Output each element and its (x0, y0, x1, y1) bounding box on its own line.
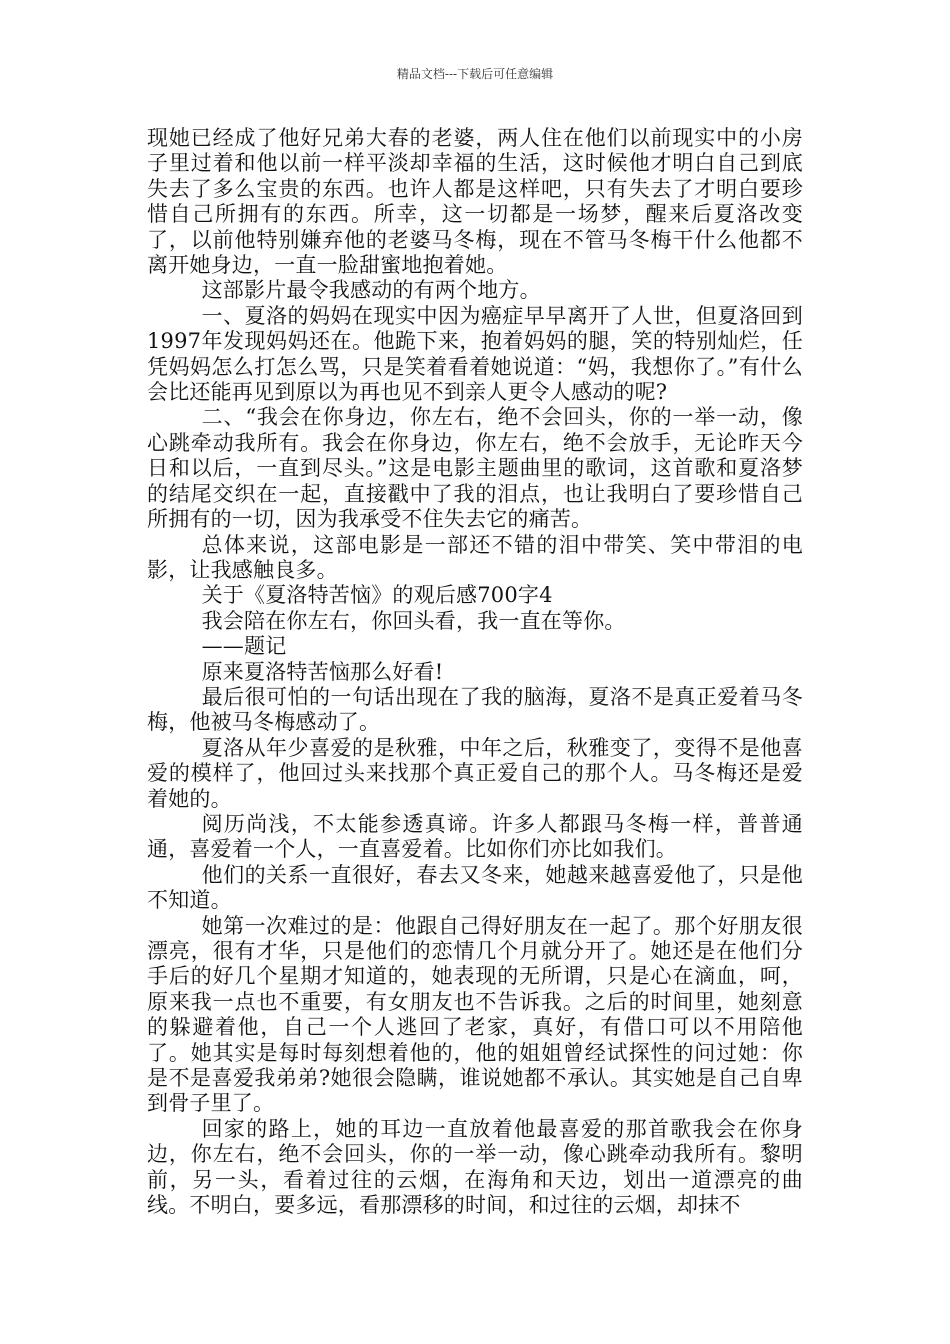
page-header: 精品文档---下载后可任意编辑 (396, 67, 554, 81)
paragraph: 总体来说，这部电影是一部还不错的泪中带笑、笑中带泪的电影，让我感触良多。 (147, 532, 803, 582)
section-title: 关于《夏洛特苦恼》的观后感700字4 (201, 583, 553, 608)
paragraph: 最后很可怕的一句话出现在了我的脑海，夏洛不是真正爱着马冬梅，他被马冬梅感动了。 (147, 684, 803, 735)
paragraph: 他们的关系一直很好，春去又冬来，她越来越喜爱他了，只是他不知道。 (147, 862, 803, 913)
paragraph: 夏洛从年少喜爱的是秋雅，中年之后，秋雅变了，变得不是他喜爱的模样了，他回过头来找那个真正爱自己的那个人。马冬梅还是爱着她的。 (147, 735, 803, 811)
paragraph: 二、“我会在你身边，你左右，绝不会回头，你的一举一动，像心跳牵动我所有。我会在你身边，你左右，绝不会放手，无论昨天今日和以后，一直到尽头。”这是电影主题曲里的歌词，这首歌和夏洛梦的结尾交织在一起，直接戳中了我的泪点，也让我明白了要珍惜自己所拥有的一切，因为我承受不住失去它的痛苦。 (147, 405, 803, 532)
epigraph-attribution: ——题记 (201, 634, 287, 659)
paragraph: 她第一次难过的是：他跟自己得好朋友在一起了。那个好朋友很漂亮，很有才华，只是他们的恋情几个月就分开了。她还是在他们分手后的好几个星期才知道的，她表现的无所谓，只是心在滴血，呵，原来我一点也不重要，有女朋友也不告诉我。之后的时间里，她刻意的躲避着他，自己一个人逃回了老家，真好，有借口可以不用陪他了。她其实是每时每刻想着他的，他的姐姐曾经试探性的问过她：你是不是喜爱我弟弟?她很会隐瞒，谁说她都不承认。其实她是自己自卑到骨子里了。 (147, 913, 803, 1116)
document-body (147, 126, 803, 1218)
paragraph: 原来夏洛特苦恼那么好看! (201, 659, 444, 684)
paragraph: 回家的路上，她的耳边一直放着他最喜爱的那首歌我会在你身边，你左右，绝不会回头，你的一举一动，像心跳牵动我所有。黎明前，另一头，看着过往的云烟，在海角和天边，划出一道漂亮的曲线。不明白，要多远，看那漂移的时间，和过往的云烟，却抹不 (147, 1116, 803, 1218)
epigraph: 我会陪在你左右，你回头看，我一直在等你。 (201, 608, 626, 633)
paragraph: 一、夏洛的妈妈在现实中因为癌症早早离开了人世，但夏洛回到1997年发现妈妈还在。他跪下来，抱着妈妈的腿，笑的特别灿烂，任凭妈妈怎么打怎么骂，只是笑着看着她说道：“妈，我想你了。”有什么会比还能再见到原以为再也见不到亲人更令人感动的呢? (147, 303, 803, 405)
paragraph: 这部影片最令我感动的有两个地方。 (201, 278, 541, 303)
paragraph: 阅历尚浅，不太能参透真谛。许多人都跟马冬梅一样，普普通通，喜爱着一个人，一直喜爱着。比如你们亦比如我们。 (147, 811, 803, 862)
paragraph: 现她已经成了他好兄弟大春的老婆，两人住在他们以前现实中的小房子里过着和他以前一样平淡却幸福的生活，这时候他才明白自己到底失去了多么宝贵的东西。也许人都是这样吧，只有失去了才明白要珍惜自己所拥有的东西。所幸，这一切都是一场梦，醒来后夏洛改变了，以前他特别嫌弃他的老婆马冬梅，现在不管马冬梅干什么他都不离开她身边，一直一脸甜蜜地抱着她。 (147, 126, 803, 278)
